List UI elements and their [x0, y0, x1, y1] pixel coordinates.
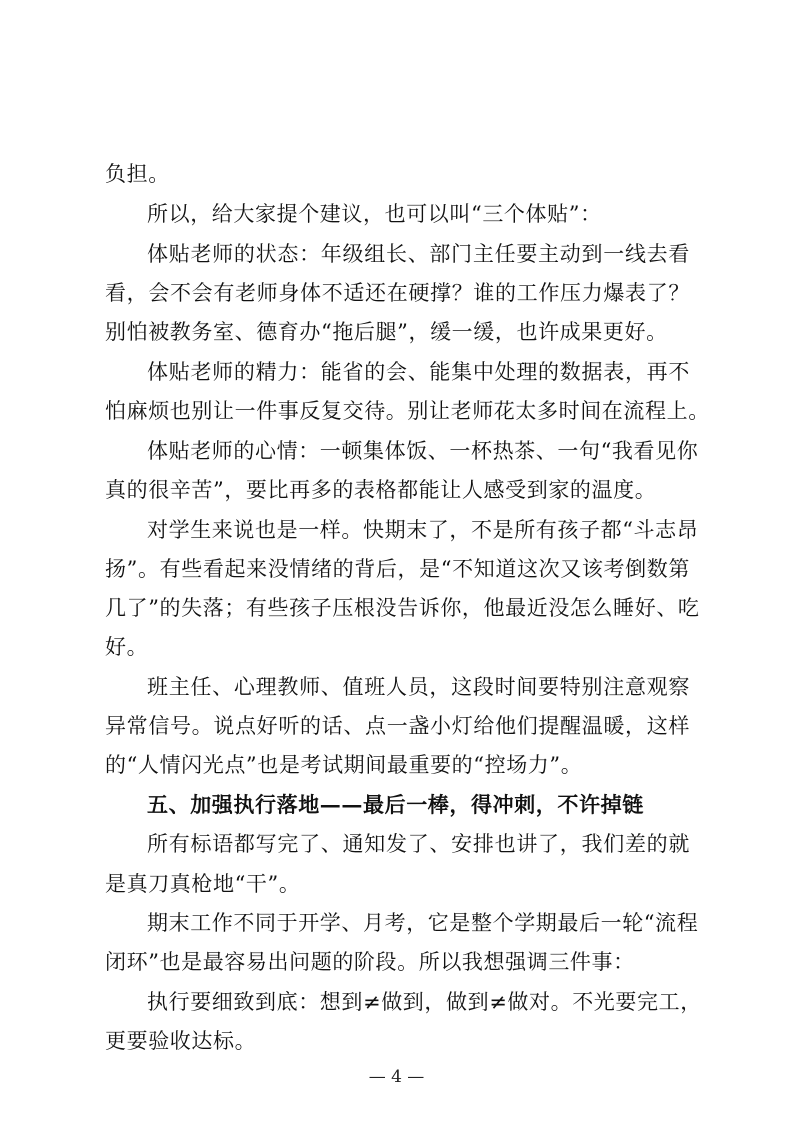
section-heading: 五、加强执行落地——最后一棒，得冲刺，不许掉链: [147, 792, 644, 817]
paragraph-line: 所以，给大家提个建议，也可以叫“三个体贴”：: [147, 202, 602, 226]
paragraph-line: 体贴老师的精力：能省的会、能集中处理的数据表，再不: [147, 360, 690, 384]
paragraph-line: 的“人情闪光点”也是考试期间最重要的“控场力”。: [105, 753, 583, 777]
paragraph-line: 怕麻烦也别让一件事反复交待。别让老师花太多时间在流程上。: [105, 399, 710, 423]
paragraph-line: 对学生来说也是一样。快期末了，不是所有孩子都“斗志昂: [147, 518, 699, 542]
paragraph-line: 真的很辛苦”，要比再多的表格都能让人感受到家的温度。: [105, 478, 657, 502]
paragraph-line: 好。: [105, 635, 149, 659]
paragraph-line: 是真刀真枪地“干”。: [105, 872, 301, 896]
paragraph-line: 期末工作不同于开学、月考，它是整个学期最后一轮“流程: [147, 911, 699, 935]
paragraph-line: 执行要细致到底：想到≠做到，做到≠做对。不光要完工，: [147, 990, 702, 1014]
paragraph-line: 别怕被教务室、德育办“拖后腿”，缓一缓，也许成果更好。: [105, 320, 668, 344]
paragraph-line: 扬”。有些看起来没情绪的背后，是“不知道这次又该考倒数第: [105, 557, 690, 581]
paragraph-line: 所有标语都写完了、通知发了、安排也讲了，我们差的就: [147, 832, 690, 856]
paragraph-line: 看，会不会有老师身体不适还在硬撑？谁的工作压力爆表了？: [105, 281, 690, 305]
page-number: — 4 —: [368, 1067, 425, 1087]
paragraph-line: 负担。: [105, 162, 170, 186]
paragraph-line: 体贴老师的心情：一顿集体饭、一杯热茶、一句“我看见你: [147, 439, 699, 463]
paragraph-line: 班主任、心理教师、值班人员，这段时间要特别注意观察: [147, 675, 690, 699]
paragraph-line: 更要验收达标。: [105, 1029, 257, 1053]
paragraph-line: 闭环”也是最容易出问题的阶段。所以我想强调三件事：: [105, 950, 635, 974]
paragraph-line: 体贴老师的状态：年级组长、部门主任要主动到一线去看: [147, 242, 690, 266]
paragraph-line: 异常信号。说点好听的话、点一盏小灯给他们提醒温暖，这样: [105, 714, 690, 738]
paragraph-line: 几了”的失落；有些孩子压根没告诉你，他最近没怎么睡好、吃: [105, 596, 700, 620]
